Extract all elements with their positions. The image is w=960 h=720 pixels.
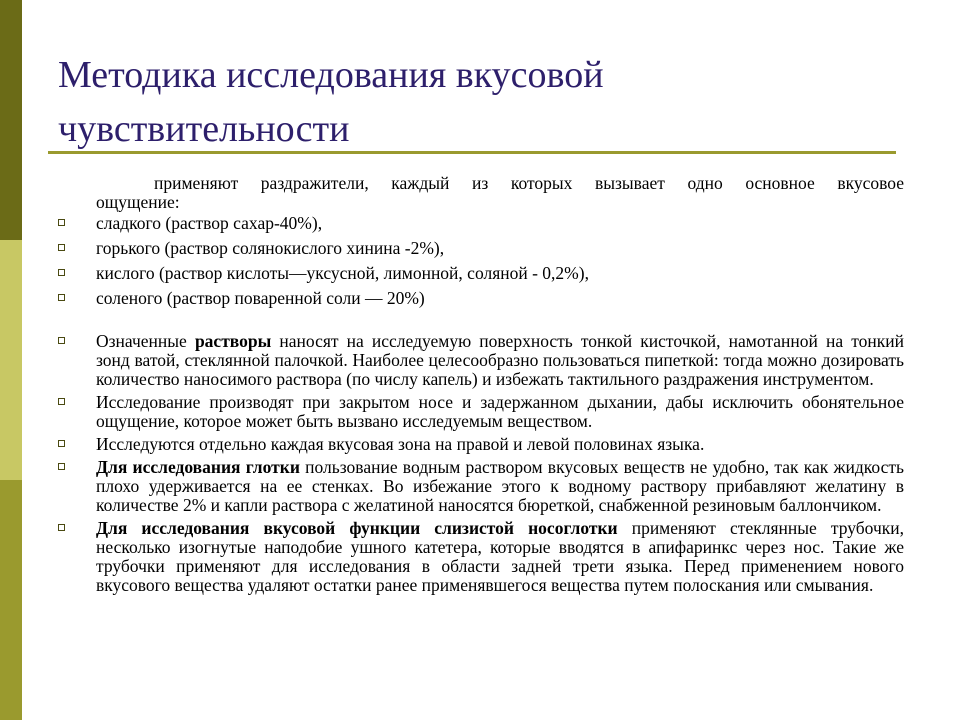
list-item-text: сладкого (раствор сахар-40%), — [96, 213, 323, 233]
paragraph-prefix: Означенные — [96, 331, 195, 351]
list-item-salty — [52, 289, 904, 308]
square-bullet-icon — [58, 219, 65, 226]
paragraph-text: наносят на исследуемую поверхность тонкой кисточкой, намотанной на тонкий зонд ватой, стеклянной палочкой. Наиболее целесообразно пользоваться пипеткой: тогда можно дозировать количество наносимого раствора (по числу капель) и избежать тактильного раздражения инструментом. — [96, 331, 904, 389]
square-bullet-icon — [58, 269, 65, 276]
decor-stripe-top — [0, 0, 22, 240]
paragraph-text: Исследуются отдельно каждая вкусовая зона на правой и левой половинах языка. — [96, 434, 705, 454]
intro-text — [52, 174, 904, 212]
paragraph-text: пользование водным раствором вкусовых веществ не удобно, так как жидкость плохо удерживается на ее стенках. Во избежание этого к водному раствору прибавляют желатину в количестве 2% и капли раствора с желатиной наносятся бюреткой, снабженной резиновым баллончиком. — [96, 457, 904, 515]
paragraph-bold-term: Для исследования глотки — [96, 457, 300, 477]
decor-stripe-middle — [0, 240, 22, 480]
paragraph-taste-zones — [52, 435, 904, 454]
list-item-sour — [52, 264, 904, 283]
paragraph-bold-term: растворы — [194, 331, 272, 351]
slide-title-line-2: чувствительности — [58, 108, 350, 150]
square-bullet-icon — [58, 294, 65, 301]
paragraph-closed-nose — [52, 393, 904, 431]
square-bullet-icon — [58, 398, 65, 405]
title-divider — [48, 151, 896, 154]
paragraph-nasopharynx — [52, 519, 904, 595]
decor-stripe-bottom — [0, 480, 22, 720]
paragraph-text: Исследование производят при закрытом носе и задержанном дыхании, дабы исключить обонятельное ощущение, которое может быть вызвано исследуемым веществом. — [96, 392, 904, 431]
square-bullet-icon — [58, 463, 65, 470]
slide-title — [58, 48, 918, 156]
paragraph-bold-term: Для исследования вкусовой функции слизистой носоглотки — [96, 518, 618, 538]
square-bullet-icon — [58, 524, 65, 531]
square-bullet-icon — [58, 337, 65, 344]
intro-line-1: применяют раздражители, каждый из которых вызывает одно основное вкусовое — [154, 173, 904, 193]
list-item-text: кислого (раствор кислоты—уксусной, лимонной, соляной - 0,2%), — [96, 263, 589, 283]
list-item-sweet — [52, 214, 904, 233]
slide-body — [52, 174, 904, 599]
square-bullet-icon — [58, 440, 65, 447]
paragraph-text: применяют стеклянные трубочки, несколько изогнутые наподобие ушного катетера, которые вводятся в апифаринкс через нос. Такие же трубочки применяют для исследования в области задней трети языка. Перед применением нового вкусового вещества удаляют остатки ранее применявшегося вещества путем полоскания или смывания. — [96, 518, 904, 595]
list-item-text: соленого (раствор поваренной соли — 20%) — [96, 288, 425, 308]
paragraph-pharynx — [52, 458, 904, 515]
slide-title-line-1: Методика исследования вкусовой — [58, 54, 604, 96]
taste-list — [52, 214, 904, 595]
square-bullet-icon — [58, 244, 65, 251]
list-item-bitter — [52, 239, 904, 258]
intro-line-2: ощущение: — [96, 192, 180, 212]
paragraph-solutions — [52, 332, 904, 389]
list-item-text: горького (раствор солянокислого хинина -2%), — [96, 238, 445, 258]
